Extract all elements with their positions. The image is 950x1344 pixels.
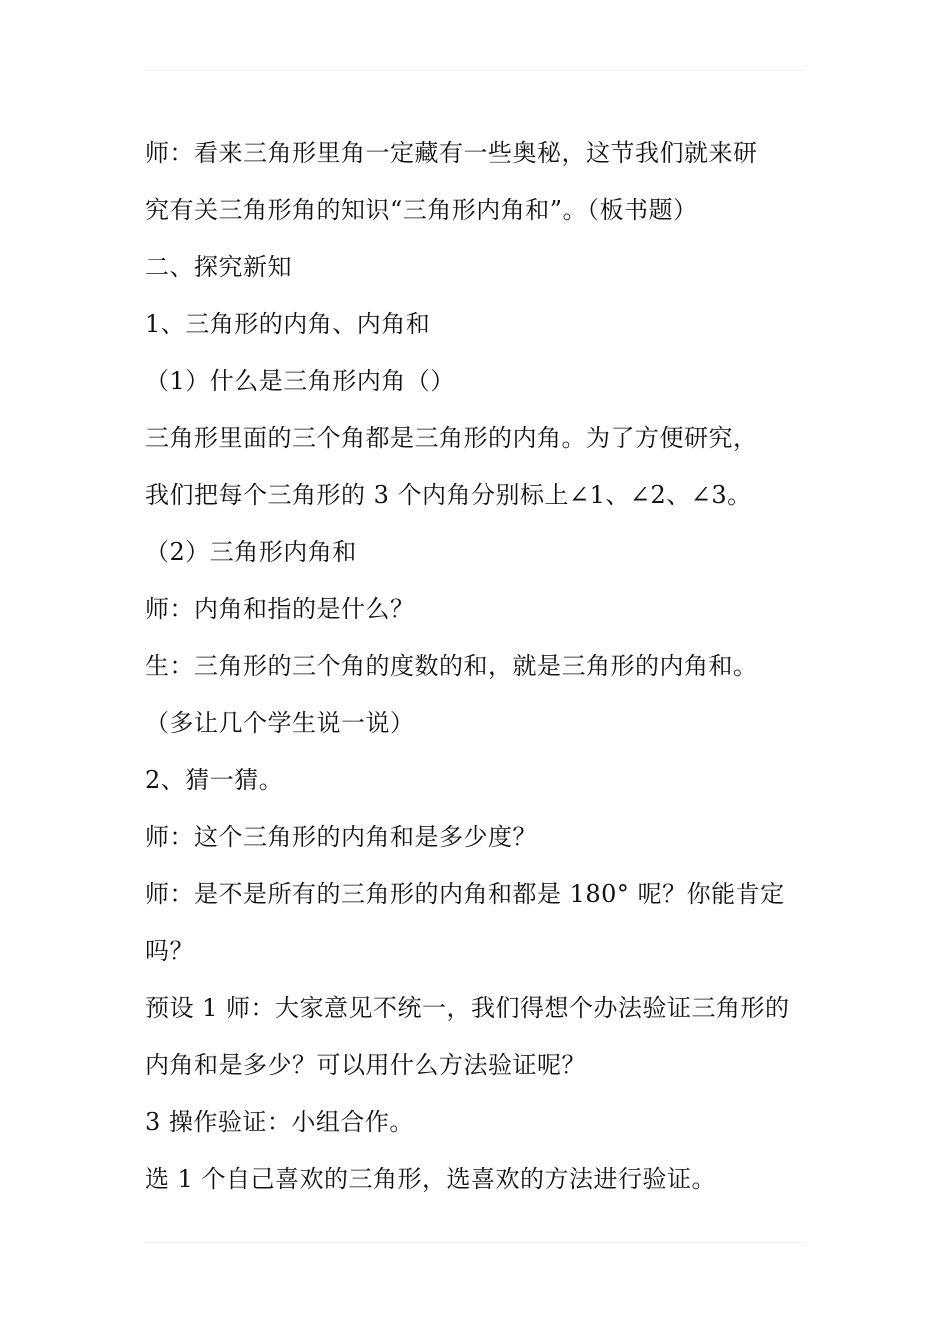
- section-heading: 二、探究新知: [145, 253, 292, 281]
- subsection-heading: 3 操作验证：小组合作。: [145, 1108, 414, 1136]
- subsection-heading: 2、猜一猜。: [145, 766, 284, 794]
- text-line: 内角和是多少？可以用什么方法验证呢？: [145, 1051, 586, 1079]
- text-line: 吗？: [145, 937, 194, 965]
- text-line: 究有关三角形角的知识“三角形内角和”。（板书题）: [145, 196, 698, 224]
- text-line: 三角形里面的三个角都是三角形的内角。为了方便研究，: [145, 424, 758, 452]
- text-line: （1）什么是三角形内角（）: [145, 367, 455, 395]
- text-line: 师：是不是所有的三角形的内角和都是 180° 呢？你能肯定: [145, 880, 785, 908]
- text-line: （2）三角形内角和: [145, 538, 357, 566]
- text-line: 我们把每个三角形的 3 个内角分别标上∠1、∠2、∠3。: [145, 481, 752, 509]
- text-line: （多让几个学生说一说）: [145, 709, 415, 737]
- header-rule: [145, 70, 805, 71]
- text-line: 师：内角和指的是什么？: [145, 595, 415, 623]
- text-line: 师：这个三角形的内角和是多少度？: [145, 823, 537, 851]
- text-line: 预设 1 师：大家意见不统一，我们得想个办法验证三角形的: [145, 994, 790, 1022]
- footer-rule: [145, 1242, 805, 1243]
- text-line: 生：三角形的三个角的度数的和，就是三角形的内角和。: [145, 652, 758, 680]
- text-line: 选 1 个自己喜欢的三角形，选喜欢的方法进行验证。: [145, 1165, 717, 1193]
- subsection-heading: 1、三角形的内角、内角和: [145, 310, 431, 338]
- text-line: 师：看来三角形里角一定藏有一些奥秘，这节我们就来研: [145, 139, 758, 167]
